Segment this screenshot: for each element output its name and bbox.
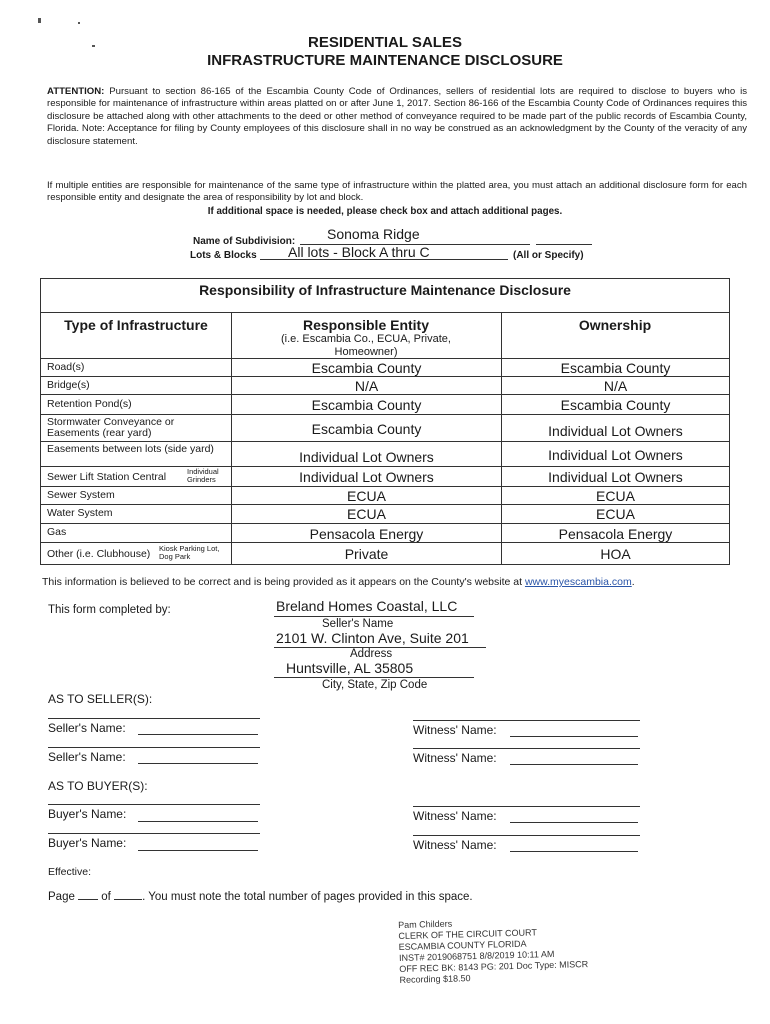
infrastructure-table (40, 278, 730, 565)
row-entity: Pensacola Energy (309, 526, 424, 542)
city-line (274, 677, 474, 678)
row-type: Sewer System (47, 489, 115, 501)
row-owner: N/A (603, 378, 628, 394)
page-count-instruction: . You must note the total number of pages provided in this space. (142, 891, 473, 903)
witness-name-field[interactable] (510, 822, 638, 823)
stamp-county: ESCAMBIA COUNTY FLORIDA (398, 938, 527, 952)
row-entity: Private (344, 546, 389, 562)
witness-signature-line[interactable] (413, 835, 640, 836)
row-owner: HOA (600, 546, 631, 562)
witness-signature-line[interactable] (413, 748, 640, 749)
row-type: Retention Pond(s) (47, 398, 132, 410)
table-row (41, 467, 729, 487)
page-label: Page (48, 891, 75, 903)
buyer-signature-line[interactable] (48, 804, 260, 805)
witness-name-field-label: Witness' Name: (413, 838, 497, 852)
table-row (41, 377, 729, 395)
buyer-name-field-label: Buyer's Name: (48, 807, 127, 821)
seller-name-caption: Seller's Name (322, 618, 394, 630)
attention-text: Pursuant to section 86-165 of the Escambia County Code of Ordinances, sellers of residential lots are required to disclose to buyers who is responsible for maintenance of infrastructure within areas platted on or after June 1, 2017. Section 86-166 of the Escambia County Code of Ordinances requires this disclosure be attached along with other attachments to the deed or other method of conveyance required to be made part of the public records of Escambia County, Florida. Note: Acceptance for filing by County employees of this disclosure shall in no way be construed as an acknowledgment by the County of the veracity of any disclosure statement. (47, 86, 747, 147)
city-value: Huntsville, AL 35805 (286, 660, 414, 676)
subdivision-name-line-extra (536, 244, 592, 245)
witness-name-field-label: Witness' Name: (413, 723, 497, 737)
row-owner: Individual Lot Owners (548, 469, 683, 485)
lots-blocks-label: Lots & Blocks (190, 250, 257, 261)
document-title-line2: INFRASTRUCTURE MAINTENANCE DISCLOSURE (207, 52, 563, 69)
row-entity: Individual Lot Owners (299, 449, 434, 465)
stamp-book-page: OFF REC BK: 8143 PG: 201 Doc Type: MISCR (399, 959, 589, 974)
seller-name-field-label: Seller's Name: (48, 721, 126, 735)
row-type: Sewer Lift Station Central (47, 471, 167, 483)
row-owner: Escambia County (560, 397, 671, 413)
header-type (41, 313, 231, 359)
row-entity: ECUA (347, 488, 386, 504)
table-row (41, 415, 729, 442)
row-type: Stormwater Conveyance or Easements (rear yard) (47, 416, 175, 439)
row-type: Gas (47, 526, 67, 538)
page-count-line (48, 891, 473, 903)
as-to-seller-heading: AS TO SELLER(S): (48, 692, 153, 706)
buyer-name-field[interactable] (138, 850, 258, 851)
seller-signature-line[interactable] (48, 718, 260, 719)
page-of-label: of (101, 891, 111, 903)
witness-name-field[interactable] (510, 764, 638, 765)
row-owner: Pensacola Energy (558, 526, 673, 542)
row-note: Kiosk Parking Lot, Dog Park (159, 544, 220, 561)
county-website-link[interactable]: www.myescambia.com (524, 576, 632, 588)
completed-by-label: This form completed by: (48, 604, 171, 616)
buyer-signature-line[interactable] (48, 833, 260, 834)
table-title: Responsibility of Infrastructure Maintenance Disclosure (41, 279, 729, 313)
header-entity-sub: (i.e. Escambia Co., ECUA, Private, Homeowner) (281, 333, 451, 358)
address-caption: Address (350, 648, 393, 660)
lots-blocks-value: All lots - Block A thru C (288, 244, 430, 260)
row-owner: Individual Lot Owners (548, 447, 683, 463)
row-entity: Escambia County (311, 421, 422, 437)
header-entity-label: Responsible Entity (302, 317, 430, 333)
attention-label: ATTENTION: (47, 86, 105, 97)
row-entity: Escambia County (311, 397, 422, 413)
address-value: 2101 W. Clinton Ave, Suite 201 (276, 630, 469, 646)
table-row (41, 442, 729, 467)
witness-signature-line[interactable] (413, 806, 640, 807)
info-line (42, 576, 635, 588)
table-row (41, 395, 729, 415)
seller-name-field-label: Seller's Name: (48, 750, 126, 764)
lots-blocks-line (260, 259, 508, 260)
effective-label: Effective: (48, 866, 91, 878)
row-entity: ECUA (347, 506, 386, 522)
multiple-entities-paragraph: If multiple entities are responsible for maintenance of the same type of infrastructure within the platted area, you must attach an additional disclosure form for each responsible entity and designate the area of responsibility by lot and block. (47, 180, 747, 204)
row-type: Easements between lots (side yard) (47, 443, 214, 455)
stamp-clerk-name: Pam Childers (398, 918, 453, 930)
row-owner: Escambia County (560, 360, 671, 376)
attention-paragraph (47, 86, 747, 148)
buyer-name-field[interactable] (138, 821, 258, 822)
page-total-field[interactable] (114, 899, 142, 900)
row-entity: Individual Lot Owners (299, 469, 434, 485)
scan-speck (78, 22, 80, 24)
buyer-name-field-label: Buyer's Name: (48, 836, 127, 850)
row-type: Road(s) (47, 361, 85, 373)
seller-name-field[interactable] (138, 734, 258, 735)
witness-name-field-label: Witness' Name: (413, 809, 497, 823)
row-owner: ECUA (596, 488, 635, 504)
row-type: Other (i.e. Clubhouse) (47, 548, 151, 560)
seller-name-line (274, 616, 474, 617)
witness-name-field[interactable] (510, 851, 638, 852)
row-entity: N/A (354, 378, 379, 394)
city-caption: City, State, Zip Code (322, 679, 428, 691)
witness-name-field-label: Witness' Name: (413, 751, 497, 765)
header-owner (501, 313, 729, 359)
seller-signature-line[interactable] (48, 747, 260, 748)
row-owner: Individual Lot Owners (548, 423, 683, 439)
row-type: Bridge(s) (47, 379, 90, 391)
row-entity: Escambia County (311, 360, 422, 376)
as-to-buyer-heading: AS TO BUYER(S): (48, 779, 148, 793)
table-row (41, 359, 729, 377)
info-period: . (631, 576, 635, 588)
table-row (41, 487, 729, 505)
header-entity (231, 313, 501, 359)
witness-signature-line[interactable] (413, 720, 640, 721)
table-row (41, 543, 729, 565)
subdivision-name-value: Sonoma Ridge (327, 226, 420, 242)
subdivision-name-label: Name of Subdivision: (193, 236, 296, 247)
header-type-label: Type of Infrastructure (64, 317, 208, 333)
scan-speck (38, 18, 41, 23)
stamp-clerk-title: CLERK OF THE CIRCUIT COURT (398, 927, 538, 941)
row-owner: ECUA (596, 506, 635, 522)
witness-name-field[interactable] (510, 736, 638, 737)
info-text: This information is believed to be correct and is being provided as it appears on the County's website at (42, 576, 523, 588)
page-number-field[interactable] (78, 899, 98, 900)
stamp-recording-fee: Recording $18.50 (399, 973, 471, 985)
seller-name-field[interactable] (138, 763, 258, 764)
row-type: Water System (47, 507, 113, 519)
stamp-instrument: INST# 2019068751 8/8/2019 10:11 AM (398, 948, 555, 963)
header-owner-label: Ownership (578, 317, 652, 333)
lots-blocks-hint: (All or Specify) (513, 250, 584, 261)
row-note: Individual Grinders (187, 467, 219, 484)
table-row (41, 524, 729, 543)
recording-stamp (398, 915, 589, 986)
document-title-line1: RESIDENTIAL SALES (308, 34, 462, 51)
seller-name-value: Breland Homes Coastal, LLC (276, 598, 458, 614)
additional-pages-note: If additional space is needed, please check box and attach additional pages. (207, 206, 563, 217)
table-row (41, 505, 729, 524)
